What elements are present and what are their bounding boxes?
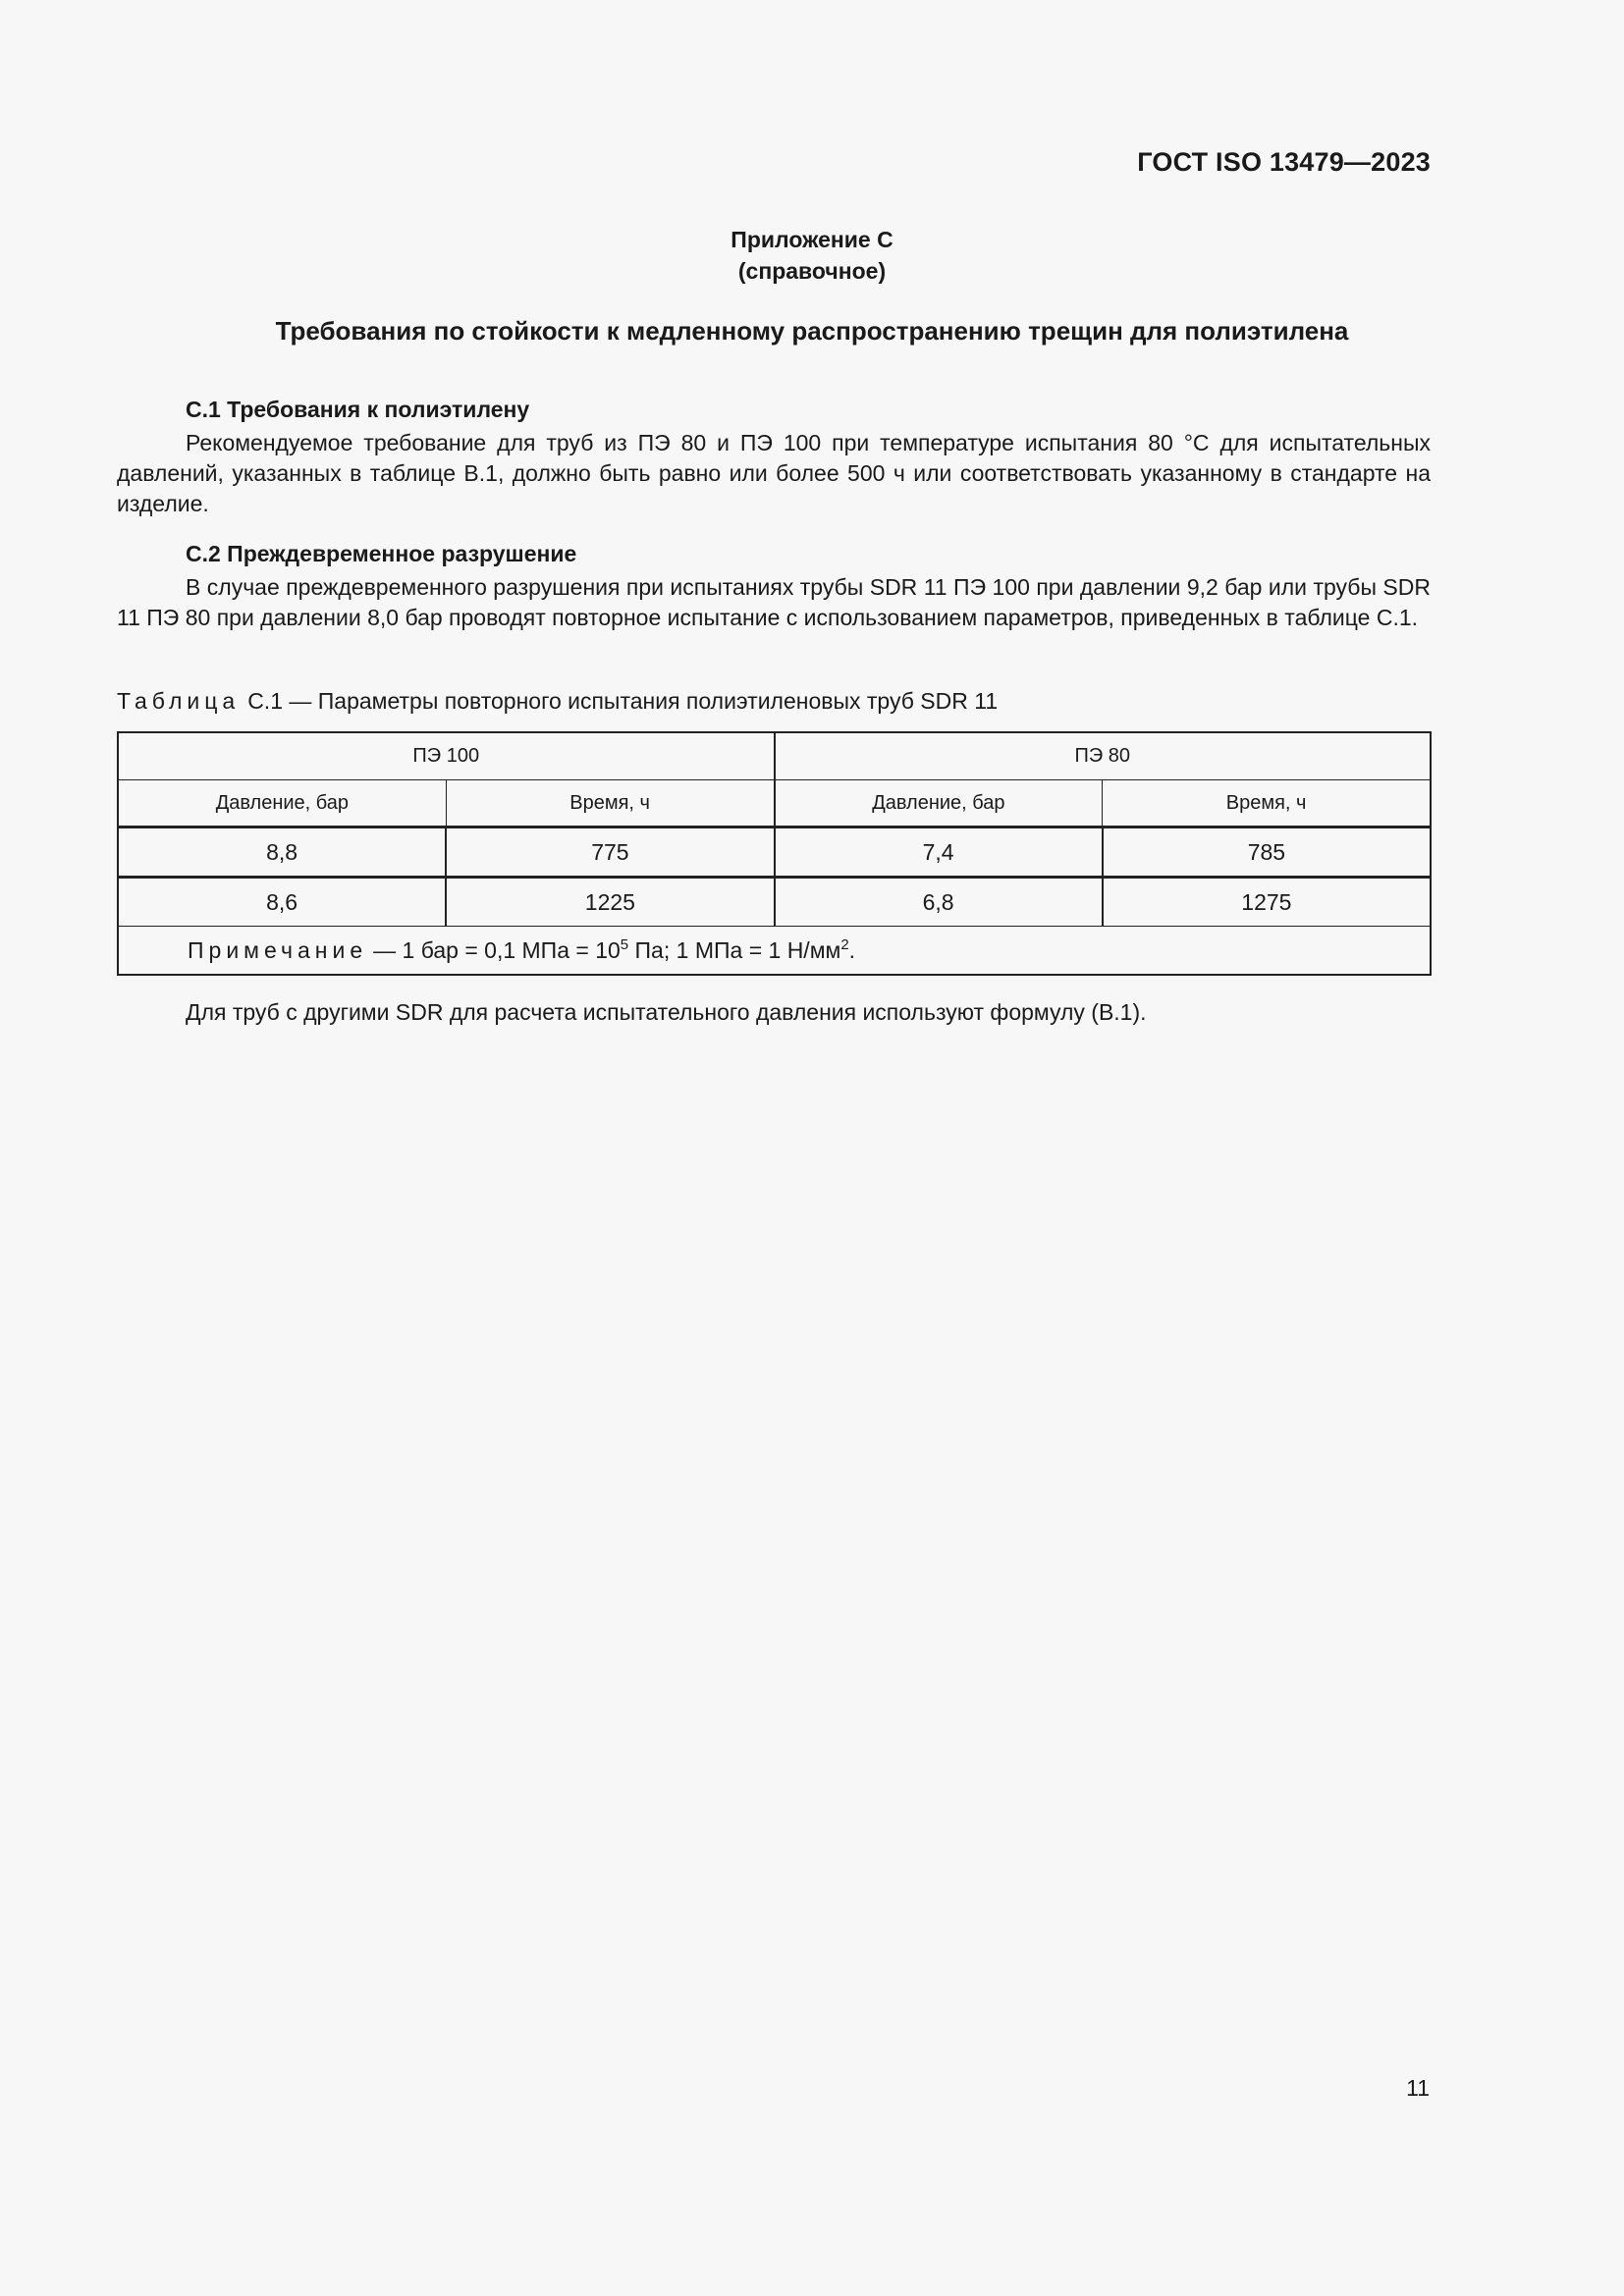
note-text-2: Па; 1 МПа = 1 Н/мм <box>628 936 841 963</box>
table-cell: 785 <box>1103 828 1431 878</box>
table-row <box>118 878 1431 927</box>
table-row <box>118 828 1431 878</box>
note-superscript-2: 2 <box>840 935 849 953</box>
appendix-type: (справочное) <box>737 258 887 284</box>
table-note-row <box>118 927 1431 976</box>
table-cell: 6,8 <box>775 878 1103 927</box>
page-number: 11 <box>1406 2075 1430 2101</box>
column-header: Время, ч <box>1103 780 1431 828</box>
section-heading: С.1 Требования к полиэтилену <box>186 397 530 422</box>
appendix-label: Приложение С <box>731 227 893 252</box>
section-c1 <box>117 395 1431 519</box>
table-caption-text: С.1 — Параметры повторного испытания полиэтиленовых труб SDR 11 <box>247 688 999 714</box>
note-label: Примечание <box>188 936 368 963</box>
retest-parameters-table <box>117 731 1432 976</box>
document-code: ГОСТ ISO 13479—2023 <box>1137 147 1431 177</box>
column-header: Давление, бар <box>118 780 446 828</box>
group-header-pe100: ПЭ 100 <box>118 732 775 780</box>
appendix-title: Требования по стойкости к медленному распространению трещин для полиэтилена <box>275 316 1349 346</box>
table-cell: 775 <box>446 828 774 878</box>
column-header: Время, ч <box>446 780 774 828</box>
appendix-heading <box>0 224 1624 287</box>
table-caption-label: Таблица <box>117 688 241 714</box>
table-cell: 8,6 <box>118 878 446 927</box>
table-note <box>118 927 1431 976</box>
section-paragraph: Рекомендуемое требование для труб из ПЭ 80 и ПЭ 100 при температуре испытания 80 °С для испытательных давлений, указанных в таблице В.1, должно быть равно или более 500 ч или соответствовать указанному в стандарте на изделие. <box>117 430 1431 516</box>
group-header-pe80: ПЭ 80 <box>775 732 1432 780</box>
table-column-header-row <box>118 780 1431 828</box>
after-table-paragraph: Для труб с другими SDR для расчета испытательного давления используют формулу (В.1). <box>186 999 1147 1025</box>
section-heading: С.2 Преждевременное разрушение <box>186 541 577 566</box>
table-cell: 7,4 <box>775 828 1103 878</box>
table-cell: 1275 <box>1103 878 1431 927</box>
note-text-3: . <box>848 936 856 963</box>
column-header: Давление, бар <box>775 780 1103 828</box>
section-paragraph: В случае преждевременного разрушения при испытаниях трубы SDR 11 ПЭ 100 при давлении 9,2 бар или трубы SDR 11 ПЭ 80 при давлении 8,0 бар проводят повторное испытание с использованием параметров, приведенных в таблице С.1. <box>117 574 1431 630</box>
table-cell: 1225 <box>446 878 774 927</box>
table-caption <box>117 688 998 715</box>
table-group-header-row <box>118 732 1431 780</box>
note-text-1: — 1 бар = 0,1 МПа = 10 <box>373 936 621 963</box>
table-cell: 8,8 <box>118 828 446 878</box>
section-c2 <box>117 539 1431 633</box>
note-superscript-1: 5 <box>620 935 629 953</box>
